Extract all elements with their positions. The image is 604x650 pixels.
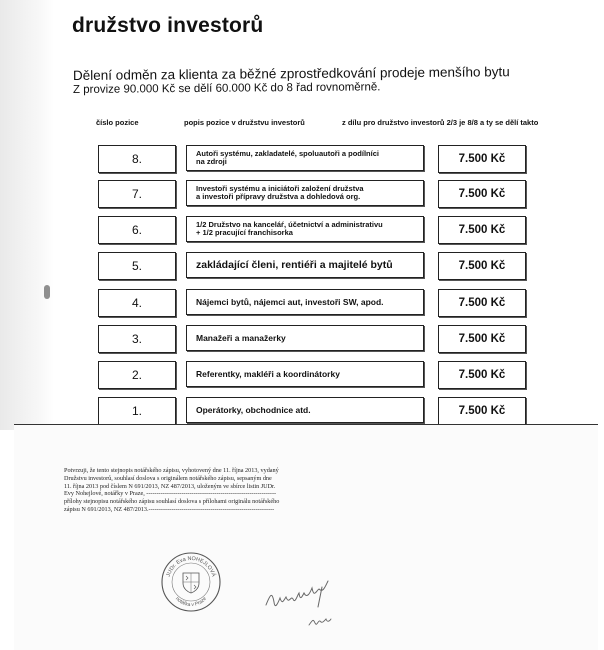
position-amount: 7.500 Kč xyxy=(438,361,526,389)
position-description: Nájemci bytů, nájemci aut, investoři SW, apod. xyxy=(186,289,424,315)
punch-hole xyxy=(44,285,50,299)
position-amount: 7.500 Kč xyxy=(438,397,526,425)
position-description: Autoři systému, zakladatelé, spoluautoři a podílníci na zdroji xyxy=(186,145,424,171)
notary-attachment xyxy=(14,425,598,650)
position-amount: 7.500 Kč xyxy=(438,216,526,244)
position-row xyxy=(98,145,578,171)
position-number: 6. xyxy=(98,216,176,244)
header-share: z dílu pro družstvo investorů 2/3 je 8/8 a ty se dělí takto xyxy=(342,118,539,127)
czech-coat-of-arms-icon xyxy=(183,573,199,593)
position-number: 7. xyxy=(98,180,176,208)
position-description: Investoři systému a iniciátoři založení družstva a investoři přípravy družstva a dohledová org. xyxy=(186,180,424,206)
stamp-top-text: JUDr. Eva NOHEJLOVÁ xyxy=(165,555,217,578)
document-subtitle-2: Z provize 90.000 Kč se dělí 60.000 Kč do 8 řad rovnoměrně. xyxy=(72,81,381,96)
position-description: 1/2 Družstvo na kanceláŕ, účetnictví a administrativu + 1/2 pracující franchisorka xyxy=(186,216,424,242)
position-description: Referentky, makléři a koordinátorky xyxy=(186,361,424,387)
position-number: 2. xyxy=(98,361,176,389)
position-row xyxy=(98,180,578,206)
position-description: Operátorky, obchodnice atd. xyxy=(186,397,424,423)
document-title: družstvo investorů xyxy=(72,14,264,37)
position-description: Manažeři a manažerky xyxy=(186,325,424,351)
position-description: zakládající členi, rentiéři a majitelé bytů xyxy=(186,252,424,278)
document-page xyxy=(58,0,598,425)
handwritten-signature xyxy=(264,573,374,633)
position-number: 4. xyxy=(98,289,176,317)
position-number: 3. xyxy=(98,325,176,353)
position-amount: 7.500 Kč xyxy=(438,325,526,353)
position-amount: 7.500 Kč xyxy=(438,289,526,317)
header-description: popis pozice v družstvu investorů xyxy=(184,118,305,127)
position-row xyxy=(98,289,578,315)
position-amount: 7.500 Kč xyxy=(438,145,526,173)
stamp-bottom-text: notářka v Praze xyxy=(174,595,208,609)
notary-stamp xyxy=(160,551,222,613)
header-position: číslo pozice xyxy=(96,118,139,127)
position-amount: 7.500 Kč xyxy=(438,252,526,280)
position-number: 5. xyxy=(98,252,176,280)
position-row xyxy=(98,325,578,351)
position-row xyxy=(98,252,578,278)
position-row xyxy=(98,397,578,423)
position-row xyxy=(98,361,578,387)
position-amount: 7.500 Kč xyxy=(438,180,526,208)
scan-shadow xyxy=(0,0,54,430)
position-number: 8. xyxy=(98,145,176,173)
document-subtitle: Dělení odměn za klienta za běžné zprostředkování prodeje menšího bytu xyxy=(72,64,510,83)
notary-certification-text: Potvrzuji, že tento stejnopis notářského zápisu, vyhotovený dne 11. října 2013, vydaný Družstvu investorů, souhlasí doslova s originálem notářského zápisu, sepsaným dne 11. října 2013 pod číslem N 691/2013, NZ 487/2013, uloženým ve sbírce listin JUDr. Evy Nohejlové, notářky v Praze, --------------------------------------------------------------- přílohy stejnopisu notářského zápisu souhlasí doslova s přílohami originálu notářského zápisu N 691/2013, NZ 487/2013.------------------------------------------------------------- xyxy=(64,467,280,513)
position-row xyxy=(98,216,578,242)
position-number: 1. xyxy=(98,397,176,425)
